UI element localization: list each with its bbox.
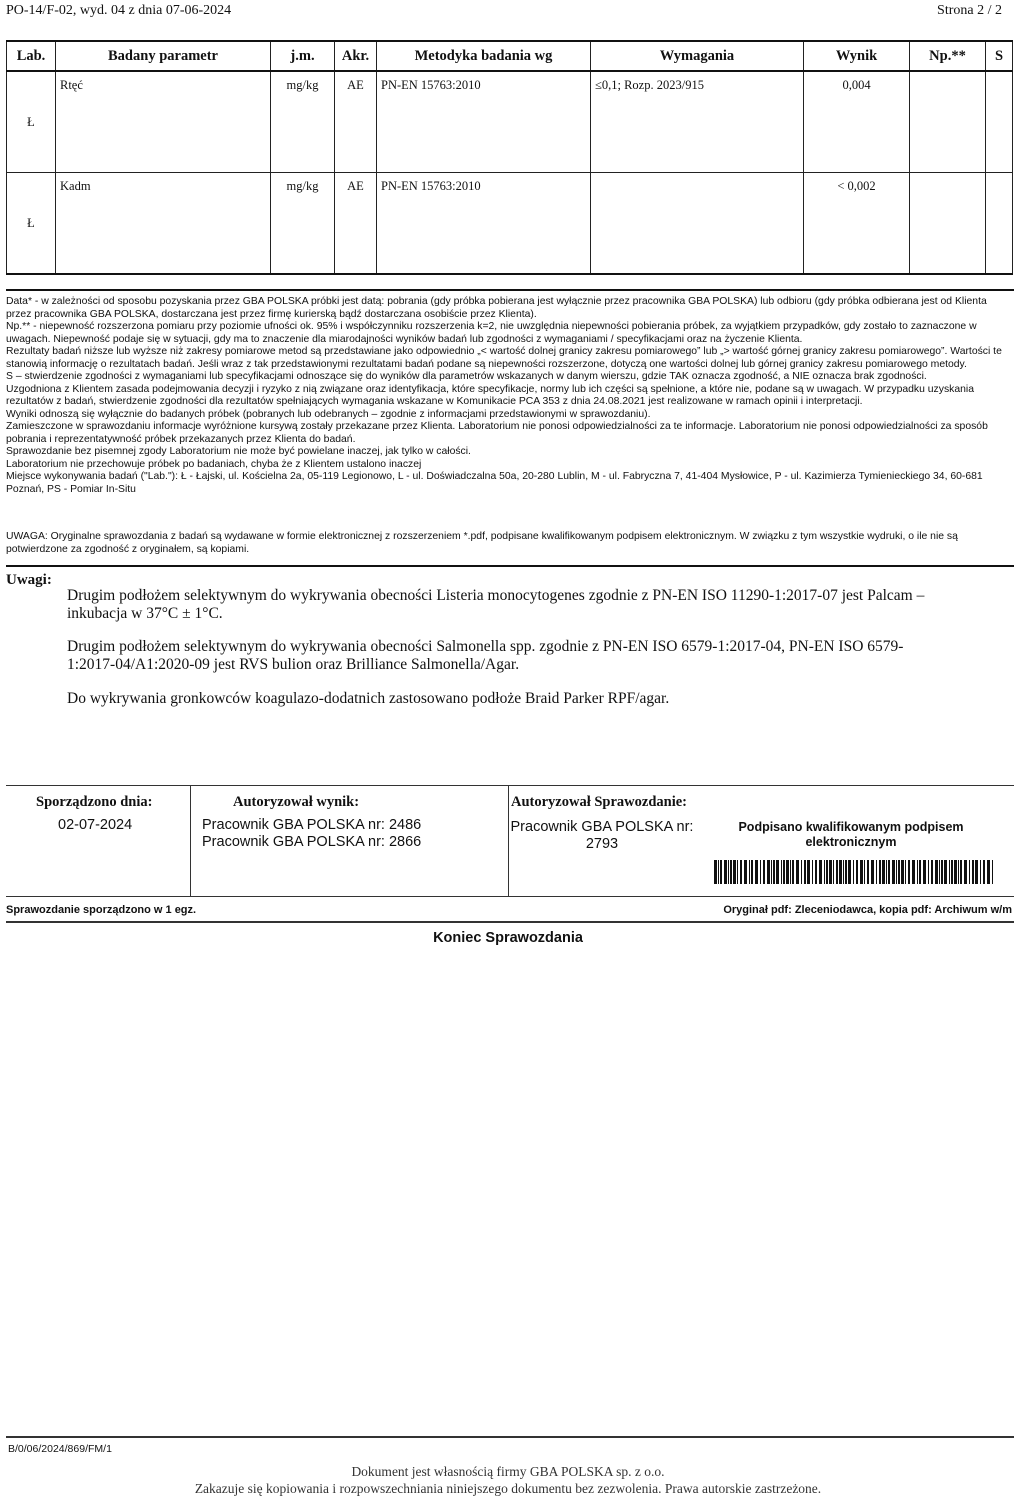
note-line: S – stwierdzenie zgodności z wymaganiami lub specyfikacjami odnoszące się do wyników dla parametrów wskazanych w danym wierszu, gdzie TAK oznacza zgodność, a NIE oznacza brak zgodności. <box>6 371 927 382</box>
footer-code: B/0/06/2024/869/FM/1 <box>8 1443 112 1455</box>
divider <box>190 786 191 896</box>
copies-count: Sprawozdanie sporządzono w 1 egz. <box>6 904 197 916</box>
column-header: j.m. <box>271 41 335 71</box>
accreditation-cell: AE <box>335 71 377 173</box>
document-reference: PO-14/F-02, wyd. 04 z dnia 07-06-2024 <box>6 3 232 18</box>
explanatory-notes <box>6 296 1010 496</box>
authorized-report-person: Pracownik GBA POLSKA nr: 2793 <box>510 819 694 852</box>
uncertainty-cell <box>910 173 986 275</box>
table-header-row <box>7 41 1013 71</box>
lab-cell: Ł <box>7 71 56 173</box>
authorized-result-label: Autoryzował wynik: <box>233 794 360 810</box>
electronic-signature-note: Podpisano kwalifikowanym podpisem elektronicznym <box>738 820 964 849</box>
method-cell: PN-EN 15763:2010 <box>377 71 591 173</box>
note-line: Wyniki odnoszą się wyłącznie do badanych próbek (pobranych lub odebranych – zgodnie z informacjami przedstawionymi w sprawozdaniu). <box>6 408 651 420</box>
original-distribution: Oryginał pdf: Zleceniodawca, kopia pdf: Archiwum w/m <box>723 904 1012 916</box>
note-line: Rezultaty badań niższe lub wyższe niż zakresy pomiarowe metod są przedstawiane jako odpowiednio „< wartość dolnej granicy zakresu pomiarowego” lub „> wartość górnej granicy zakresu pomiarowego”. Wartości te stanowią informację o rezultatach badań. Jeśli wraz z tak przedstawionymi rezultatami badań podane są niepewności rozszerzone, dotyczą one wartości dolnej lub górnej granicy zakresu pomiarowego metody. <box>6 346 1002 370</box>
column-header: Badany parametr <box>56 41 271 71</box>
unit-cell: mg/kg <box>271 173 335 275</box>
remarks-title: Uwagi: <box>6 572 52 588</box>
note-line: Uzgodniona z Klientem zasada podejmowania decyzji i ryzyko z nią związane oraz identyfikacja, które specyfikacje, normy lub ich części są spełnione, a które nie, podane są w uwagach. W przypadku uzyskania rezultatów z badań, stwierdzenie zgodności dla rezultatów spełniających wymagania wskazane w Komunikacie PCA 353 z dnia 24.08.2021 jest realizowane w ramach opinii i interpretacji. <box>6 383 974 407</box>
results-table <box>6 40 1013 275</box>
divider <box>6 289 1014 291</box>
prepared-date-label: Sporządzono dnia: <box>36 794 153 810</box>
authorized-result-person: Pracownik GBA POLSKA nr: 2866 <box>202 834 422 850</box>
page-number: Strona 2 / 2 <box>937 3 1002 18</box>
footer-copyright: Zakazuje się kopiowania i rozpowszechniania niniejszego dokumentu bez zezwolenia. Prawa autorskie zastrzeżone. <box>194 1481 822 1496</box>
result-cell: 0,004 <box>804 71 910 173</box>
end-of-report: Koniec Sprawozdania <box>433 930 583 946</box>
unit-cell: mg/kg <box>271 71 335 173</box>
remark-item: Do wykrywania gronkowców koagulazo-dodatnich zastosowano podłoże Braid Parker RPF/agar. <box>67 690 670 707</box>
column-header: Metodyka badania wg <box>377 41 591 71</box>
authorized-report-label: Autoryzował Sprawozdanie: <box>511 794 688 810</box>
requirement-cell: ≤0,1; Rozp. 2023/915 <box>591 71 804 173</box>
note-line: Np.** - niepewność rozszerzona pomiaru przy poziomie ufności ok. 95% i współczynniku rozszerzenia k=2, nie uwzględnia niepewności pobierania próbek, za wyjątkiem przypadków, gdy zostało to zaznaczone w uwagach. Niepewność podaje się w sytuacji, gdy ma to znaczenie dla miarodajności wyników badań lub zgodności z wymaganiami / specyfikacjami oraz na życzenie Klienta. <box>6 321 977 345</box>
column-header: Akr. <box>335 41 377 71</box>
note-line: Zamieszczone w sprawozdaniu informacje wyróżnione kursywą zostały przekazane przez Klienta. Laboratorium nie ponosi odpowiedzialności za te informacje. Laboratorium nie ponosi odpowiedzialności za sposób pobrania i reprezentatywność próbek przekazanych przez Klienta do badań. <box>6 421 988 445</box>
remark-item: Drugim podłożem selektywnym do wykrywania obecności Salmonella spp. zgodnie z PN-EN ISO 6579-1:2017-04, PN-EN ISO 6579-1:2017-04/A1:2020-09 jest RVS bulion oraz Brilliance Salmonella/Agar. <box>67 638 904 673</box>
uncertainty-cell <box>910 71 986 173</box>
divider <box>6 565 1014 567</box>
column-header: Np.** <box>910 41 986 71</box>
column-header: S <box>986 41 1013 71</box>
column-header: Wymagania <box>591 41 804 71</box>
note-line: Sprawozdanie bez pisemnej zgody Laboratorium nie może być powielane inaczej, jak tylko w całości. <box>6 446 471 457</box>
lab-cell: Ł <box>7 173 56 275</box>
signature-barcode <box>714 860 996 884</box>
copy-warning: UWAGA: Oryginalne sprawozdania z badań są wydawane w formie elektronicznej z rozszerzeniem *.pdf, podpisane kwalifikowanym podpisem elektronicznym. W związku z tym wszystkie wydruki, o ile nie są potwierdzone za zgodność z oryginałem, są kopiami. <box>6 531 958 555</box>
parameter-cell: Kadm <box>56 173 271 275</box>
remark-item: Drugim podłożem selektywnym do wykrywania obecności Listeria monocytogenes zgodnie z PN-EN ISO 11290-1:2017-07 jest Palcam – inkubacja w 37°C ± 1°C. <box>67 587 925 622</box>
table-row <box>7 173 1013 275</box>
authorized-result-person: Pracownik GBA POLSKA nr: 2486 <box>202 817 422 833</box>
footer-ownership: Dokument jest własnością firmy GBA POLSKA sp. z o.o. <box>351 1464 665 1479</box>
requirement-cell <box>591 173 804 275</box>
table-row <box>7 71 1013 173</box>
divider <box>508 786 509 896</box>
compliance-cell <box>986 71 1013 173</box>
note-line: Laboratorium nie przechowuje próbek po badaniach, chyba że z Klientem ustalono inaczej <box>6 458 422 470</box>
note-line: Data* - w zależności od sposobu pozyskania przez GBA POLSKA próbki jest datą: pobrania (gdy próbka pobierana jest wyłącznie przez pracownika GBA POLSKA) lub odbioru (gdy próbka odbierana jest od Klienta przez pracownika GBA POLSKA, dostarczana jest przez firmę kurierską bądź dostarczana osobiście przez Klienta). <box>6 296 987 320</box>
divider <box>6 921 1014 923</box>
accreditation-cell: AE <box>335 173 377 275</box>
column-header: Lab. <box>7 41 56 71</box>
parameter-cell: Rtęć <box>56 71 271 173</box>
prepared-date: 02-07-2024 <box>58 817 133 833</box>
result-cell: < 0,002 <box>804 173 910 275</box>
column-header: Wynik <box>804 41 910 71</box>
note-line: Miejsce wykonywania badań ("Lab."): Ł - Łajski, ul. Kościelna 2a, 05-119 Legionowo, L - ul. Doświadczalna 50a, 20-280 Lublin, M - ul. Fabryczna 7, 41-404 Mysłowice, P - ul. Kazimierza Tymienieckiego 34, 60-681 Poznań, PS - Pomiar In-Situ <box>6 471 983 495</box>
method-cell: PN-EN 15763:2010 <box>377 173 591 275</box>
divider <box>6 1436 1014 1438</box>
compliance-cell <box>986 173 1013 275</box>
